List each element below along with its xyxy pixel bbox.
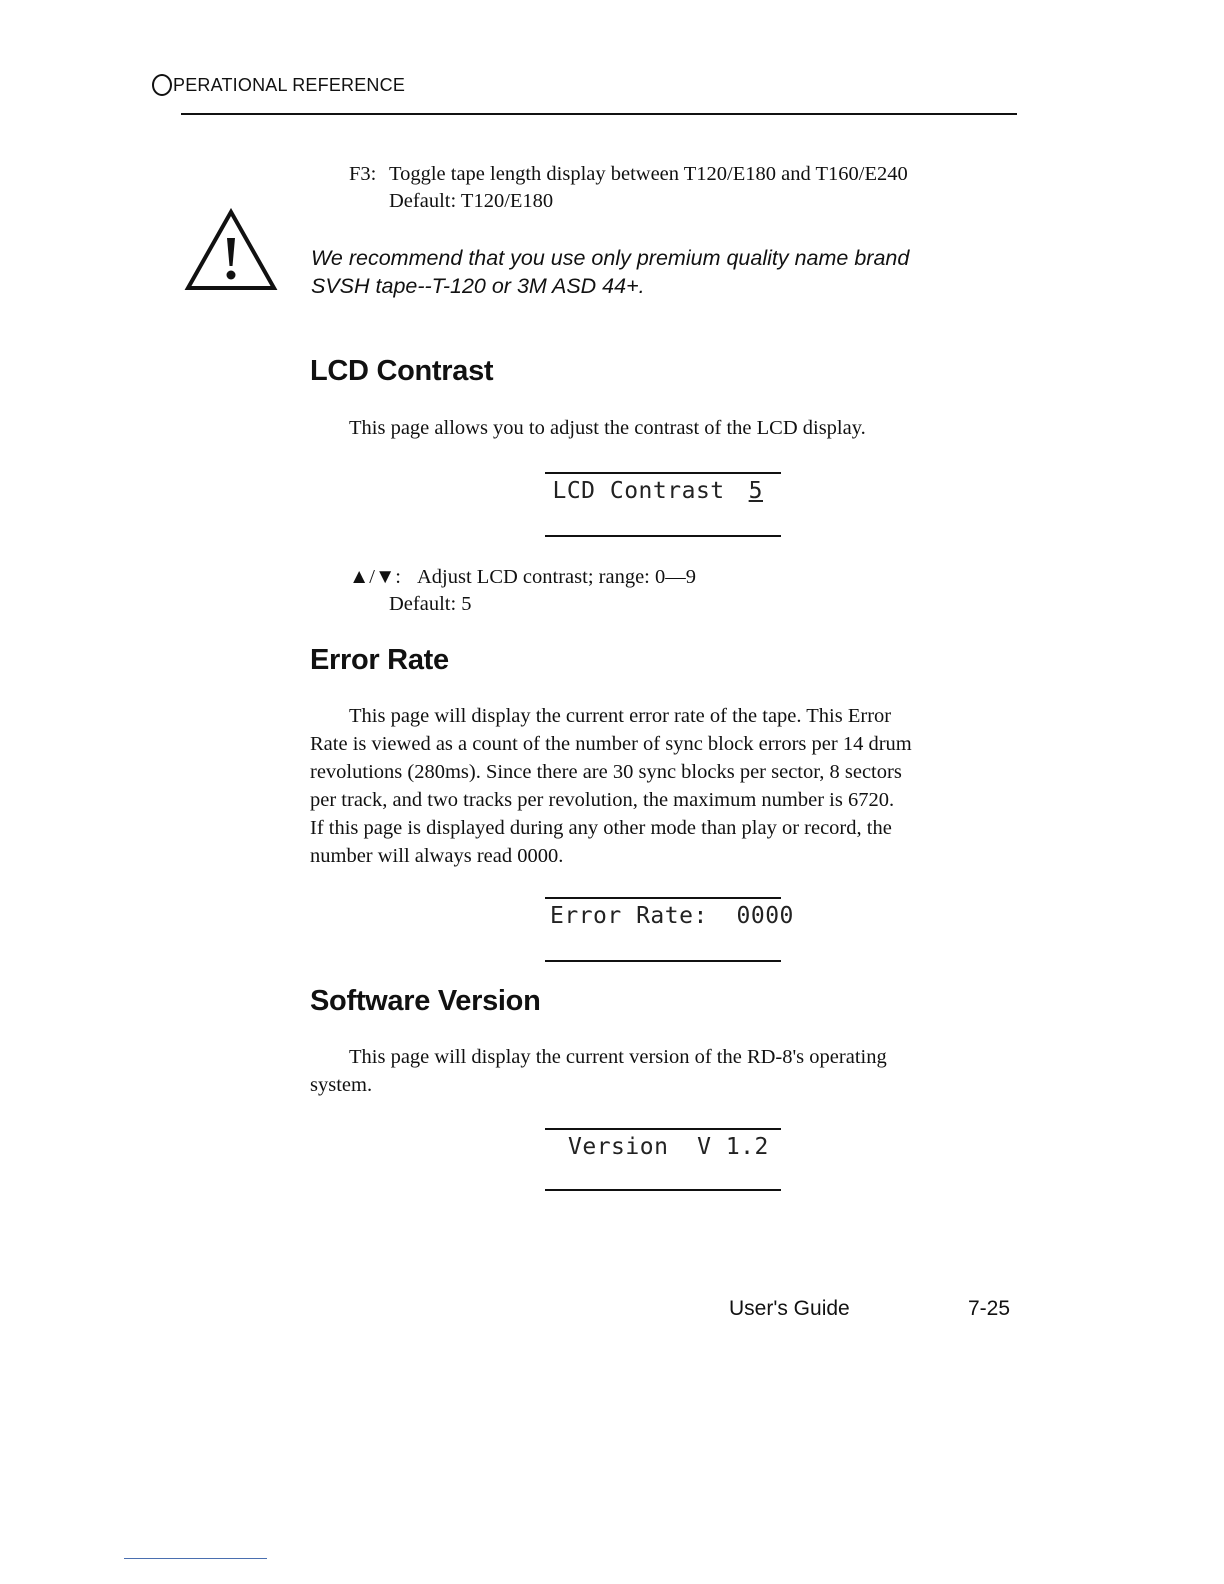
error-rate-display-text: Error Rate: 0000 [550,903,794,929]
lcd-contrast-display-bottom-rule [545,535,781,537]
caution-line-2: SVSH tape--T-120 or 3M ASD 44+. [311,274,645,298]
header-rule [181,113,1017,115]
lcd-contrast-heading: LCD Contrast [310,355,494,387]
lcd-contrast-description: Adjust LCD contrast; range: 0—9 [417,566,696,588]
error-rate-line: Rate is viewed as a count of the number of sync block errors per 14 drum [310,733,912,755]
lcd-contrast-display-value: 5 [748,478,763,504]
footnote-rule [124,1558,267,1559]
error-rate-line: number will always read 0000. [310,845,564,867]
software-version-paragraph [310,1043,1030,1099]
software-version-display [545,1128,781,1160]
software-version-display-bottom-rule [545,1189,781,1191]
error-rate-heading: Error Rate [310,644,449,676]
lcd-contrast-intro: This page allows you to adjust the contrast of the LCD display. [349,417,866,439]
lcd-contrast-key: ▲/▼: [349,566,401,588]
header-initial-o [152,74,172,96]
running-header [152,74,405,96]
tape-setting-key: F3: [349,163,377,185]
software-version-line: system. [310,1074,373,1096]
lcd-contrast-default: Default: 5 [389,593,472,615]
lcd-contrast-display-label: LCD Contrast [552,478,725,504]
error-rate-line: This page will display the current error rate of the tape. This Error [349,705,892,727]
caution-line-1: We recommend that you use only premium quality name brand [311,246,910,270]
tape-setting-default: Default: T120/E180 [389,190,554,212]
lcd-contrast-display [545,472,781,504]
error-rate-line: per track, and two tracks per revolution, the maximum number is 6720. [310,789,895,811]
software-version-display-text: Version V 1.2 [568,1134,769,1160]
tape-setting-description: Toggle tape length display between T120/E180 and T160/E240 [389,163,908,185]
footer-page-number: 7-25 [968,1297,1011,1320]
warning-triangle-icon [184,208,278,292]
error-rate-paragraph [310,702,1030,870]
error-rate-display-bottom-rule [545,960,781,962]
software-version-line: This page will display the current version of the RD-8's operating [349,1046,887,1068]
software-version-heading: Software Version [310,985,541,1017]
error-rate-line: If this page is displayed during any other mode than play or record, the [310,817,892,839]
header-title: PERATIONAL REFERENCE [173,74,406,95]
footer-guide-title: User's Guide [729,1297,850,1320]
error-rate-line: revolutions (280ms). Since there are 30 sync blocks per sector, 8 sectors [310,761,902,783]
error-rate-display [545,897,794,929]
